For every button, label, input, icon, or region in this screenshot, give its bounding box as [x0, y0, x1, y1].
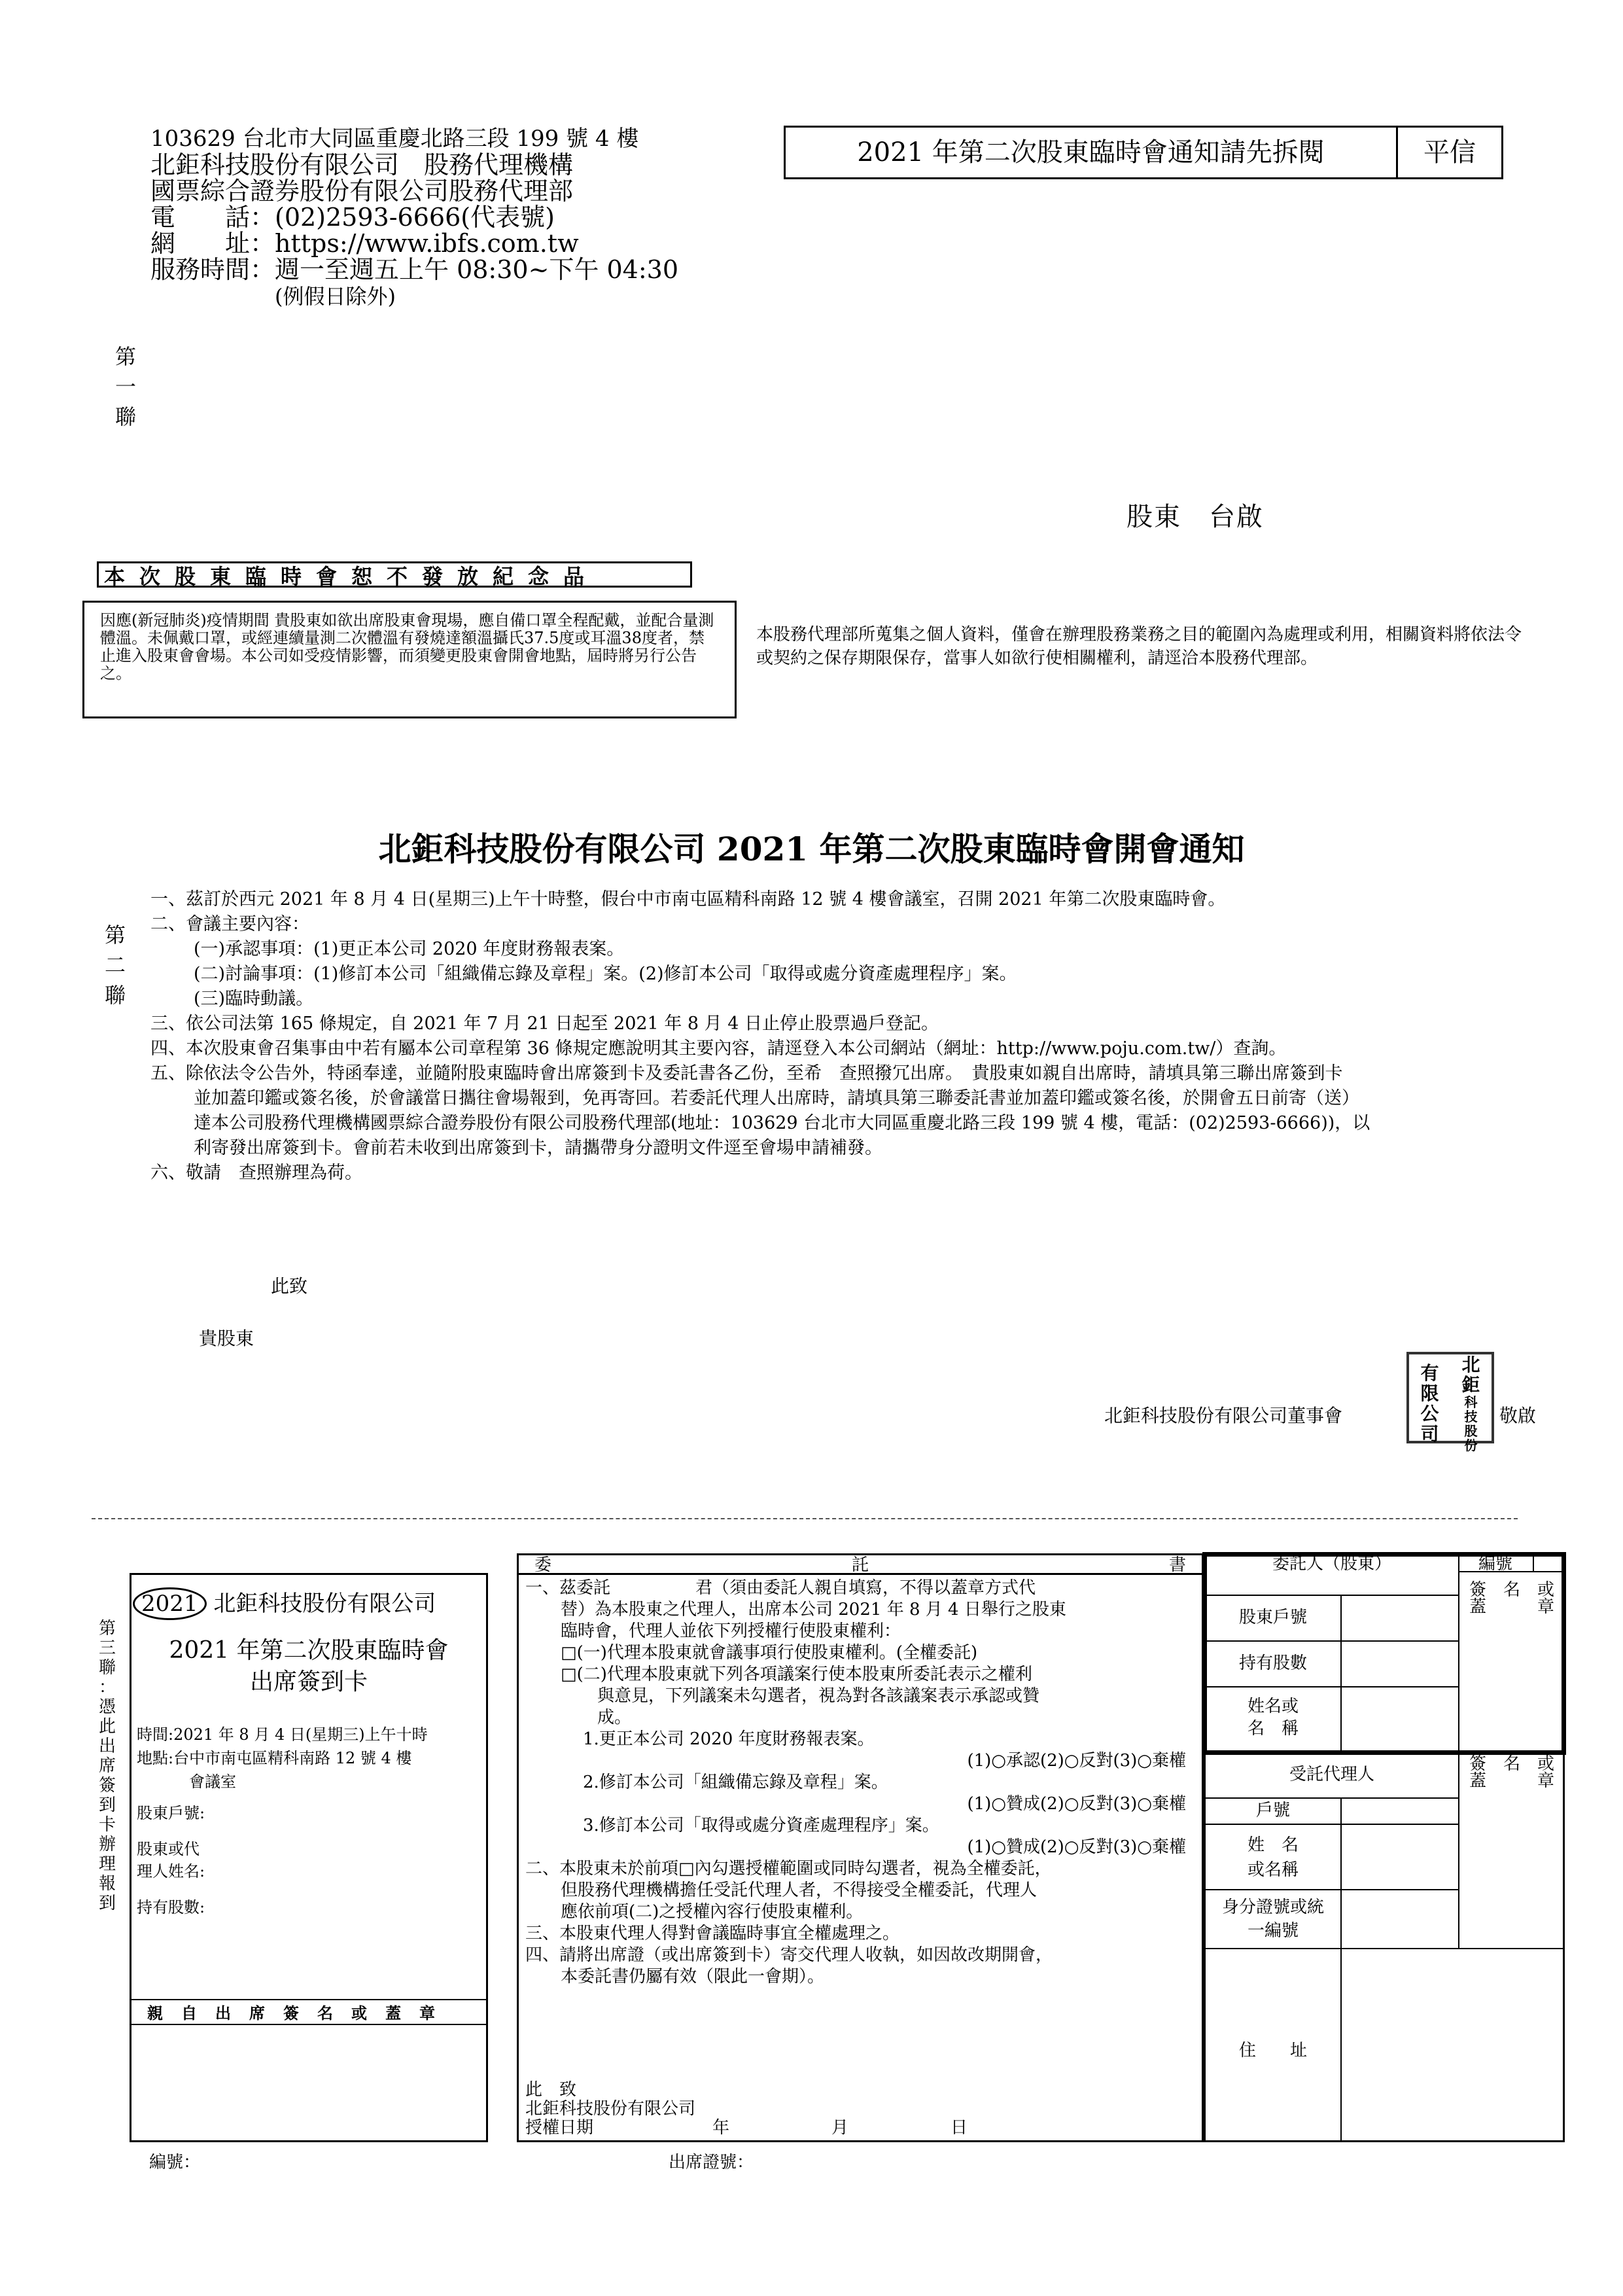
card-sign-header: 親自出席簽名或蓋章 — [131, 1999, 486, 2025]
proxy-line: 與意見，下列議案未勾選者，視為對各該議案表示承認或贊 — [597, 1686, 1040, 1706]
attendance-card — [130, 1573, 488, 2142]
grid-shares: 持有股數 — [1238, 1653, 1307, 1673]
grid-line — [1206, 1889, 1458, 1890]
grid-serial: 編號 — [1478, 1554, 1512, 1574]
attendance-no-label: 出席證號： — [669, 2153, 754, 2172]
copy1-char: 聯 — [114, 404, 136, 429]
proxy-line: 臨時會，代理人並依下列授權行使股東權利： — [561, 1621, 901, 1641]
grid-agent-name — [1206, 1833, 1340, 1882]
proxy-line: 本委託書仍屬有效（限此一會期）。 — [561, 1967, 825, 1987]
grid-sign-line: 蓋 章 — [1469, 1771, 1554, 1791]
card-time: 時間:2021 年 8 月 4 日(星期三)上午十時 — [137, 1725, 428, 1744]
board-signature: 北鉅科技股份有限公司董事會 — [1104, 1405, 1343, 1426]
grid-line — [1206, 1797, 1458, 1799]
grid-line — [1206, 1824, 1458, 1825]
principal-box-border — [1202, 1552, 1566, 1755]
copy3-char: 理 — [98, 1854, 116, 1874]
proxy-header — [519, 1555, 1202, 1575]
grid-agent-sign — [1459, 1756, 1564, 1790]
grid-id-line: 一編號 — [1247, 1921, 1299, 1941]
card-header — [131, 1585, 486, 1620]
notice-title: 北鉅科技股份有限公司 2021 年第二次股東臨時會開會通知 — [378, 830, 1245, 868]
copy3-char: 憑 — [98, 1697, 116, 1717]
copy-label-1 — [113, 342, 139, 432]
grid-id-line: 身分證號或統 — [1221, 1898, 1324, 1917]
copy3-char: 聯 — [98, 1658, 116, 1678]
postage-type: 平信 — [1423, 137, 1476, 168]
proxy-form — [517, 1553, 1204, 2142]
closing-cizhi: 此致 — [271, 1275, 308, 1297]
grid-agent-name-line: 姓 名 — [1247, 1835, 1299, 1855]
copy3-char: ： — [98, 1678, 116, 1697]
proxy-line: 但股務代理機構擔任受託代理人者，不得接受全權委託，代理人 — [561, 1881, 1038, 1900]
grid-agent: 受託代理人 — [1289, 1765, 1374, 1784]
card-name: 出席簽到卡 — [249, 1669, 368, 1695]
no-gift-banner: 本次股東臨時會恕不發放紀念品 — [97, 561, 692, 588]
copy-label-2 — [102, 920, 128, 1010]
proxy-vote-1[interactable]: (1)○承認(2)○反對(3)○棄權 — [967, 1751, 1186, 1771]
sender-holiday: (例假日除外) — [275, 284, 396, 309]
proxy-item-3: 3.修訂本公司「取得或處分資產處理程序」案。 — [583, 1816, 939, 1835]
notice-item-5-cont: 達本公司股務代理機構國票綜合證券股份有限公司股務代理部(地址：103629 台北市大同區重慶北路三段 199 號 4 樓，電話：(02)2593-6666))，以 — [194, 1113, 1370, 1133]
proxy-item-1: 1.更正本公司 2020 年度財務報表案。 — [583, 1729, 875, 1749]
envelope-notice-box — [784, 126, 1503, 179]
envelope-notice-title: 2021 年第二次股東臨時會通知請先拆閱 — [786, 128, 1398, 177]
proxy-option-partial[interactable]: □(二)代理本股東就下列各項議案行使本股東所委託表示之權利 — [561, 1665, 1032, 1684]
seal-char: 有 — [1420, 1362, 1439, 1384]
company-seal — [1406, 1352, 1494, 1453]
card-place: 地點:台中市南屯區精科南路 12 號 4 樓 — [137, 1749, 412, 1767]
sender-block — [150, 126, 678, 310]
notice-body — [150, 887, 1590, 1186]
card-account-label: 股東戶號: — [137, 1804, 205, 1822]
closing-jingqi: 敬啟 — [1499, 1405, 1537, 1426]
proxy-option-full[interactable]: □(一)代理本股東就會議事項行使股東權利。(全權委託) — [561, 1643, 978, 1663]
card-fields — [137, 1800, 205, 1920]
proxy-item-2: 2.修訂本公司「組織備忘錄及章程」案。 — [583, 1773, 888, 1792]
seal-char: 份 — [1464, 1438, 1478, 1453]
proxy-footer-date: 授權日期 年 月 日 — [525, 2118, 968, 2138]
proxy-footer — [525, 2081, 968, 2138]
copy2-char: 二 — [104, 953, 126, 978]
sender-company: 北鉅科技股份有限公司 股務代理機構 — [150, 150, 574, 179]
card-shares-label: 持有股數: — [137, 1898, 205, 1916]
covid-notice: 因應(新冠肺炎)疫情期間 貴股東如欲出席股東會現場，應自備口罩全程配戴，並配合量測體溫。未佩戴口罩，或經連續量測二次體溫有發燒達額溫攝氏37.5度或耳溫38度者，禁止進入股東會會場。本公司如受疫情影響，而須變更股東會開會地點，屆時將另行公告之。 — [82, 601, 737, 718]
grid-line — [1340, 1797, 1342, 2142]
proxy-line: 一、茲委託 君（須由委託人親自填寫，不得以蓋章方式代 — [525, 1578, 1036, 1598]
card-rep-label-cont: 理人姓名: — [137, 1862, 205, 1881]
notice-item-6: 六、敬請 查照辦理為荷。 — [150, 1163, 362, 1183]
grid-line — [1206, 1948, 1565, 1949]
grid-sign-line: 簽 名 或 — [1469, 1580, 1554, 1600]
proxy-line: 應依前項(二)之授權內容行使股東權利。 — [561, 1902, 864, 1922]
card-rep-label: 股東或代 — [137, 1840, 200, 1858]
grid-sign-line: 蓋 章 — [1469, 1597, 1554, 1617]
proxy-body — [525, 1578, 1193, 1988]
notice-item-2b: (二)討論事項：(1)修訂本公司「組織備忘錄及章程」案。(2)修訂本公司「取得或處分資產處理程序」案。 — [194, 964, 1017, 984]
proxy-line: 四、請將出席證（或出席簽到卡）寄交代理人收執，如因故改期開會， — [525, 1945, 1053, 1965]
proxy-footer-line: 北鉅科技股份有限公司 — [525, 2099, 696, 2119]
seal-char: 司 — [1420, 1423, 1439, 1445]
copy3-char: 此 — [98, 1717, 116, 1737]
copy3-char: 報 — [98, 1874, 116, 1894]
card-place-cont: 會議室 — [189, 1773, 236, 1791]
proxy-head-char: 書 — [1168, 1555, 1186, 1575]
copy-label-3 — [97, 1619, 118, 1913]
copy2-char: 聯 — [104, 983, 126, 1008]
seal-col-left — [1409, 1354, 1450, 1453]
sender-address: 103629 台北市大同區重慶北路三段 199 號 4 樓 — [150, 126, 639, 152]
closing-shareholder: 貴股東 — [199, 1328, 254, 1349]
addressee: 股東 台啟 — [1126, 502, 1264, 532]
grid-address: 住 址 — [1238, 2041, 1307, 2060]
copy1-char: 第 — [114, 344, 136, 369]
grid-name-line: 名 稱 — [1247, 1719, 1299, 1739]
grid-principal: 委託人（股東） — [1272, 1554, 1391, 1574]
card-year: 2021 — [133, 1587, 207, 1620]
copy3-char: 第 — [98, 1619, 116, 1638]
seal-char: 公 — [1420, 1403, 1439, 1424]
notice-item-5: 五、除依法令公告外，特函奉達，並隨附股東臨時會出席簽到卡及委託書各乙份，至希 查照撥冗出席。 貴股東如親自出席時，請填具第三聯出席簽到卡 — [150, 1063, 1343, 1084]
copy3-char: 簽 — [98, 1776, 116, 1795]
copy3-char: 席 — [98, 1756, 116, 1776]
card-serial-label: 編號： — [149, 2153, 201, 2172]
seal-char: 鉅 — [1461, 1374, 1480, 1396]
copy3-char: 出 — [98, 1737, 116, 1756]
seal-col-right — [1450, 1354, 1492, 1453]
proxy-footer-line: 此 致 — [525, 2080, 577, 2100]
card-company: 北鉅科技股份有限公司 — [213, 1591, 436, 1617]
notice-item-5-cont: 並加蓋印鑑或簽名後，於會議當日攜往會場報到，免再寄回。若委託代理人出席時，請填具第三聯委託書並加蓋印鑑或簽名後，於開會五日前寄（送） — [194, 1088, 1359, 1108]
proxy-line: 三、本股東代理人得對會議臨時事宜全權處理之。 — [525, 1924, 900, 1943]
notice-item-2c: (三)臨時動議。 — [194, 989, 314, 1009]
grid-agent-account: 戶號 — [1255, 1801, 1290, 1820]
seal-char: 北 — [1461, 1354, 1480, 1375]
proxy-line: 二、本股東未於前項□內勾選授權範圍或同時勾選者，視為全權委託， — [525, 1859, 1052, 1879]
privacy-notice: 本股務代理部所蒐集之個人資料，僅會在辦理股務業務之目的範圍內為處理或利用，相關資料將依法令或契約之保存期限保存，當事人如欲行使相關權利，請逕洽本股務代理部。 — [756, 625, 1522, 668]
grid-account: 股東戶號 — [1238, 1608, 1307, 1627]
notice-item-1: 一、茲訂於西元 2021 年 8 月 4 日(星期三)上午十時整，假台中市南屯區精科南路 12 號 4 樓會議室，召開 2021 年第二次股東臨時會。 — [150, 889, 1226, 910]
notice-item-4: 四、本次股東會召集事由中若有屬本公司章程第 36 條規定應說明其主要內容，請逕登入本公司網站（網址：http://www.poju.com.tw/）查詢。 — [150, 1038, 1287, 1059]
copy1-char: 一 — [114, 374, 136, 399]
notice-item-2a: (一)承認事項：(1)更正本公司 2020 年度財務報表案。 — [194, 939, 625, 959]
proxy-line: 成。 — [597, 1708, 632, 1727]
sender-hours: 服務時間：週一至週五上午 08:30~下午 04:30 — [150, 255, 679, 284]
cut-line — [92, 1518, 1518, 1519]
proxy-vote-3[interactable]: (1)○贊成(2)○反對(3)○棄權 — [967, 1837, 1186, 1857]
copy3-char: 三 — [98, 1638, 116, 1658]
card-info — [137, 1723, 428, 1793]
grid-sign-line: 簽 名 或 — [1469, 1754, 1554, 1774]
seal-char: 限 — [1420, 1383, 1439, 1404]
seal-char: 科 — [1464, 1394, 1478, 1410]
notice-item-3: 三、依公司法第 165 條規定，自 2021 年 7 月 21 日起至 2021 年 8 月 4 日止停止股票過戶登記。 — [150, 1014, 939, 1034]
copy3-char: 辦 — [98, 1835, 116, 1854]
seal-char: 技 — [1464, 1409, 1478, 1424]
notice-item-5-cont: 利寄發出席簽到卡。會前若未收到出席簽到卡，請攜帶身分證明文件逕至會場申請補發。 — [194, 1138, 882, 1158]
card-meeting: 2021 年第二次股東臨時會 — [169, 1637, 449, 1664]
card-title — [131, 1635, 486, 1698]
copy3-char: 到 — [98, 1795, 116, 1815]
grid-agent-name-line: 或名稱 — [1247, 1860, 1299, 1880]
proxy-head-char: 委 — [534, 1555, 552, 1575]
proxy-vote-2[interactable]: (1)○贊成(2)○反對(3)○棄權 — [967, 1794, 1186, 1814]
notice-item-2: 二、會議主要內容： — [150, 914, 309, 934]
seal-char: 股 — [1464, 1423, 1478, 1439]
copy2-char: 第 — [104, 923, 126, 947]
proxy-head-char: 託 — [851, 1555, 869, 1575]
copy3-char: 卡 — [98, 1815, 116, 1835]
grid-name-line: 姓名或 — [1247, 1697, 1299, 1716]
sender-agent: 國票綜合證券股份有限公司股務代理部 — [150, 177, 574, 205]
grid-id — [1206, 1896, 1340, 1943]
sender-phone: 電 話：(02)2593-6666(代表號) — [150, 203, 555, 232]
proxy-line: 替）為本股東之代理人，出席本公司 2021 年 8 月 4 日舉行之股東 — [561, 1600, 1066, 1619]
copy3-char: 到 — [98, 1894, 116, 1913]
sender-website: 網 址：https://www.ibfs.com.tw — [150, 229, 579, 258]
